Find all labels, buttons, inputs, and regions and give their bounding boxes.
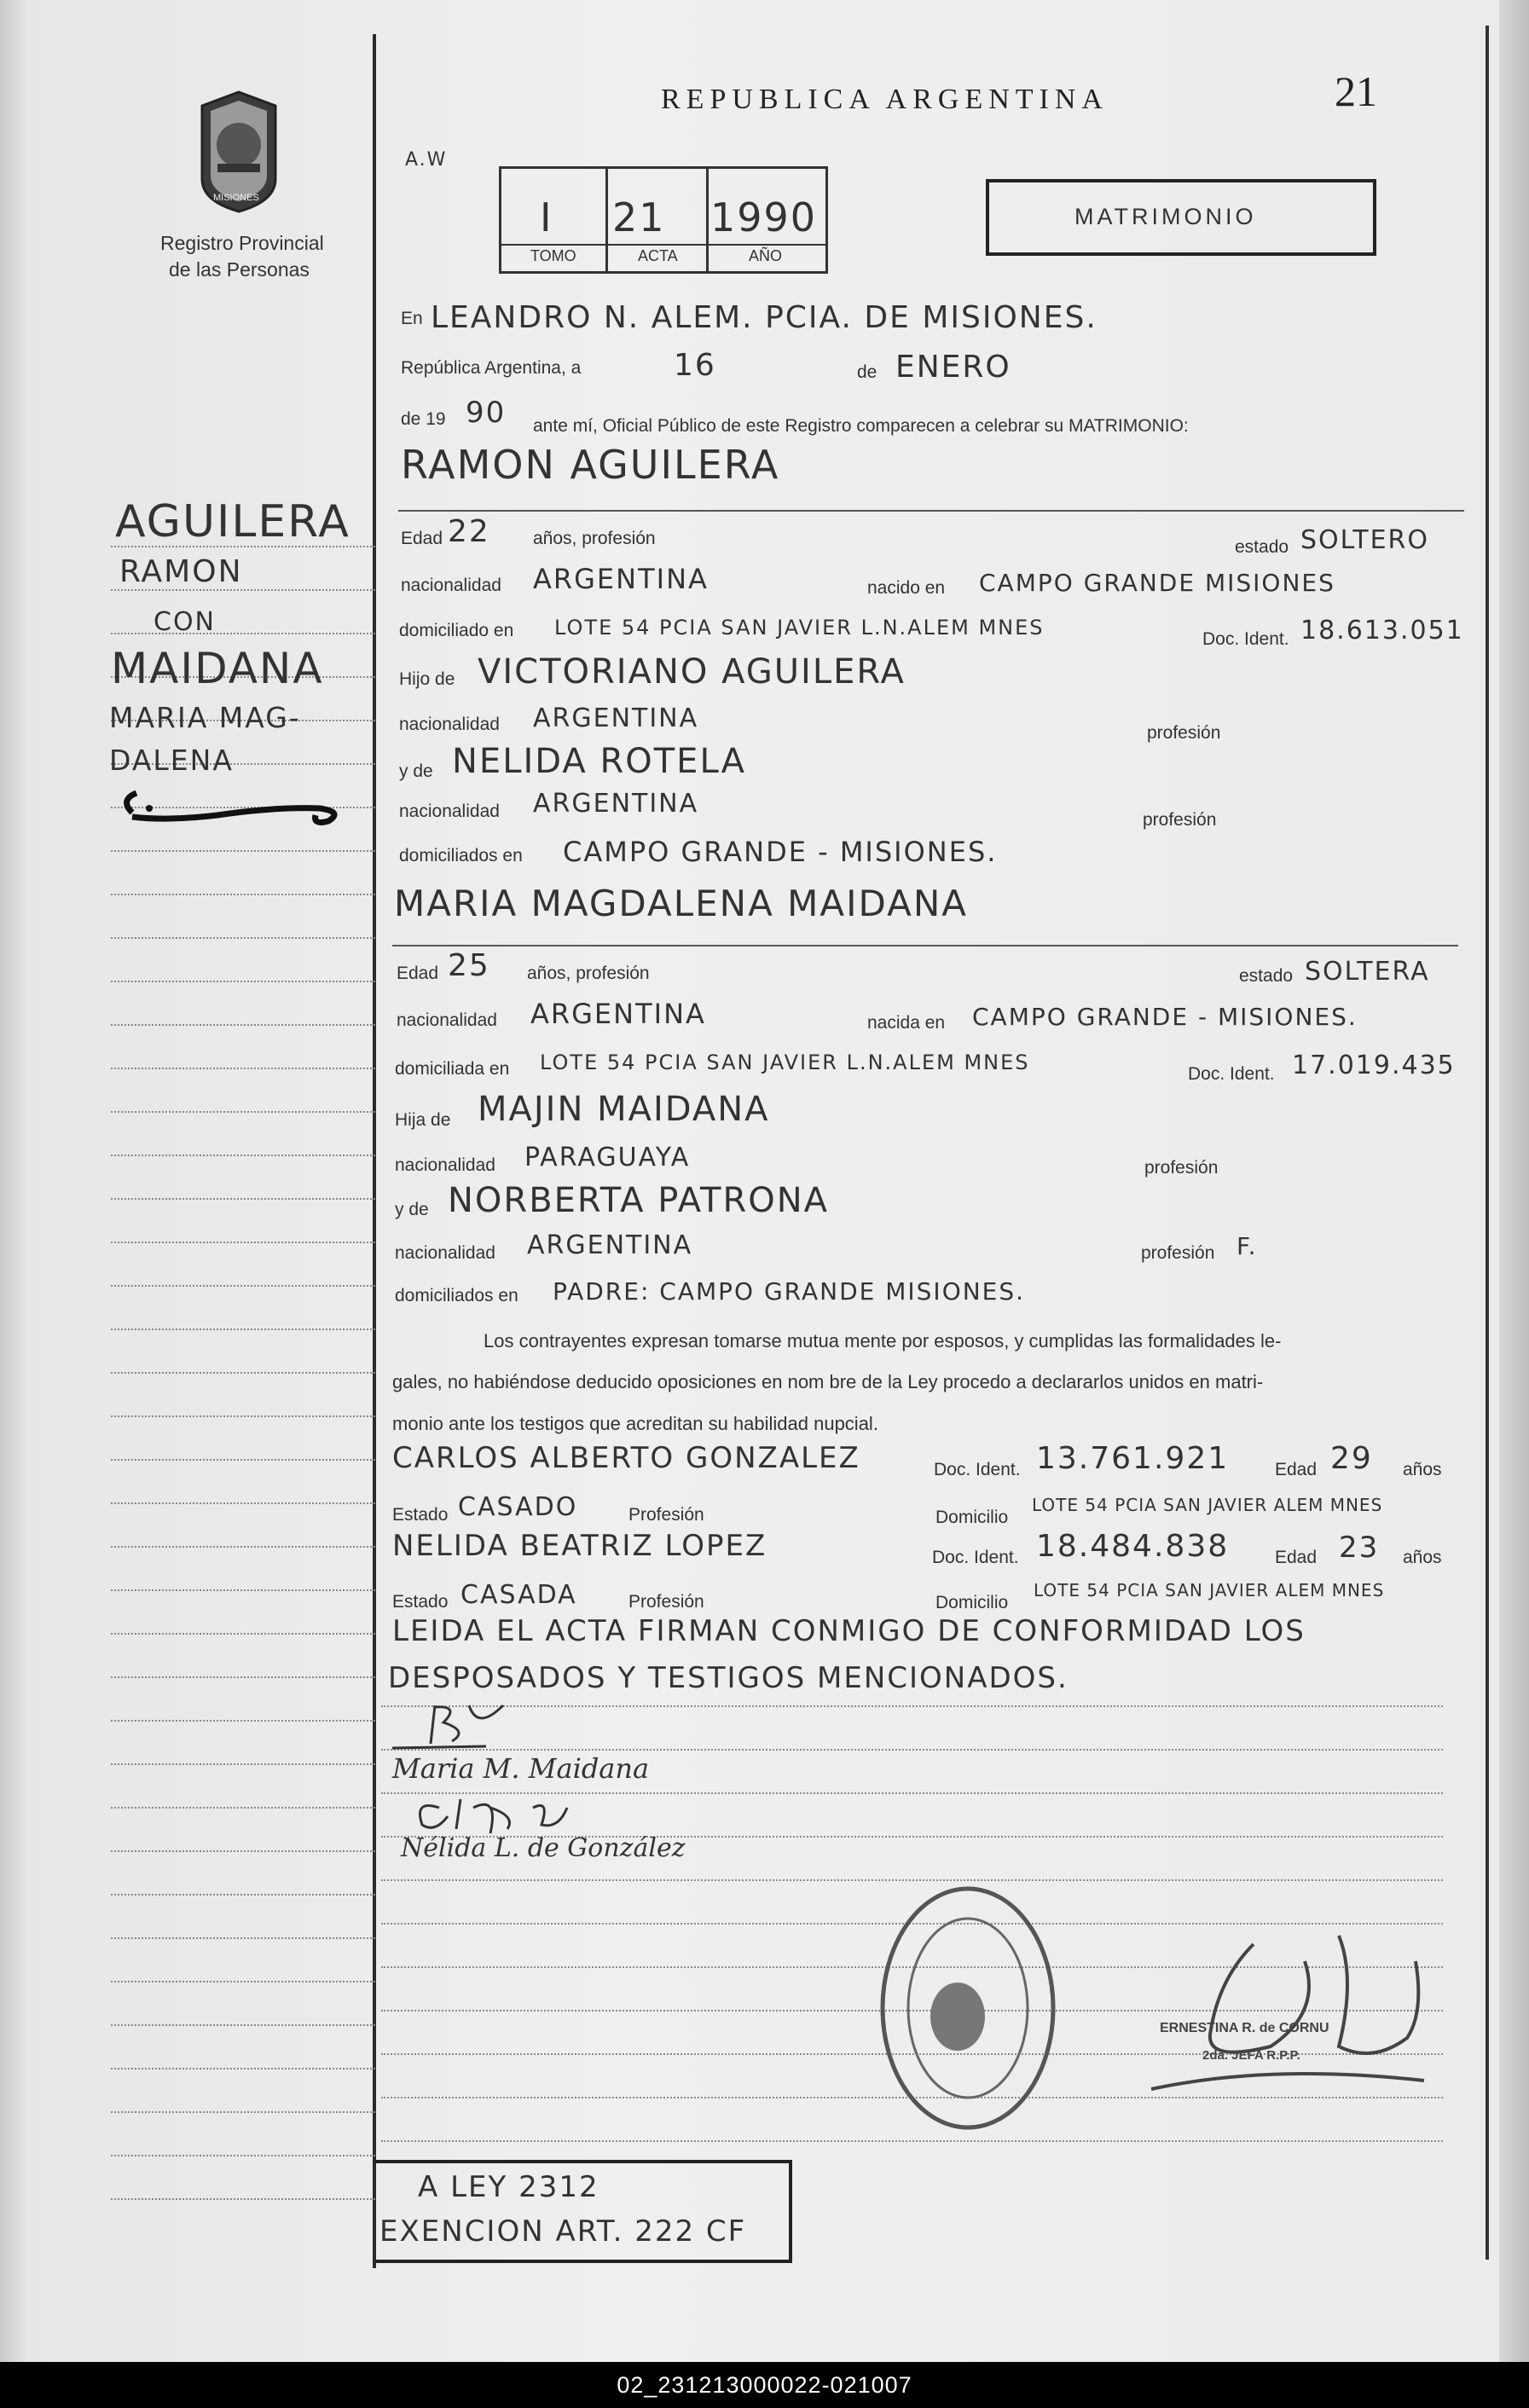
groom-mother-prof-label: profesión [1143,810,1217,830]
day-value: 16 [674,348,716,383]
seal-caption: MISIONES [213,193,259,203]
margin-ruled-line [111,1459,375,1461]
note-line-1: A LEY 2312 [418,2170,599,2204]
signature-witness2: Nélida L. de González [401,1833,686,1863]
groom-yde-label: y de [399,761,433,781]
margin-surname-bride: MAIDANA [111,644,324,693]
groom-profesion-label: años, profesión [533,529,656,548]
margin-ruled-line [111,2068,375,2069]
margin-ruled-line [111,1589,375,1591]
image-id-footer: 02_231213000022-021007 [0,2362,1529,2408]
groom-mother-nac-label: nacionalidad [399,802,500,821]
groom-dom-label: domiciliado en [399,621,514,640]
bride-mother: NORBERTA PATRONA [448,1181,830,1220]
margin-ruled-line [111,1763,375,1765]
section-rule [398,510,1464,512]
margin-ruled-line [111,850,375,852]
opening-statement: ante mí, Oficial Público de este Registro comparecen a celebrar su MATRIMONIO: [533,416,1189,436]
margin-ruled-line [111,894,375,895]
groom-estado-label: estado [1235,537,1289,557]
groom-parents-dom: CAMPO GRANDE - MISIONES. [563,836,998,868]
margin-ruled-line [111,1198,375,1200]
witness2-age: 23 [1339,1531,1380,1565]
body-ruled-line [381,2140,1443,2142]
page-number: 21 [1335,67,1377,115]
groom-mother: NELIDA ROTELA [452,742,747,781]
bride-father-prof-label: profesión [1144,1158,1219,1178]
corner-note: A.W [405,149,448,171]
bride-edad-label: Edad [397,964,439,983]
tomo-label: TOMO [530,247,576,264]
bride-father: MAJIN MAIDANA [478,1090,770,1129]
bride-dom-label: domiciliada en [395,1059,510,1079]
bride-hija-label: Hija de [395,1110,451,1130]
groom-estado: SOLTERO [1300,525,1429,555]
year-prefix: de 19 [401,409,446,429]
margin-name-bride-2: DALENA [109,744,234,777]
margin-ruled-line [111,1415,375,1417]
bride-parents-dom-label: domiciliados en [395,1286,518,1305]
groom-parents-dom-label: domiciliados en [399,846,523,865]
margin-ruled-line [111,1720,375,1722]
bride-mother-nac-label: nacionalidad [395,1243,495,1263]
margin-ruled-line [111,2024,375,2026]
witness2-name: NELIDA BEATRIZ LOPEZ [392,1529,767,1563]
margin-ruled-line [111,1981,375,1983]
page-edge [1499,0,1529,2362]
bride-birthplace: CAMPO GRANDE - MISIONES. [972,1003,1358,1031]
groom-domicilio: LOTE 54 PCIA SAN JAVIER L.N.ALEM MNES [554,616,1045,640]
doc-type-box [986,179,1376,256]
witness1-name: CARLOS ALBERTO GONZALEZ [392,1441,860,1475]
margin-ruled-line [111,1024,375,1026]
closing-line-2: DESPOSADOS Y TESTIGOS MENCIONADOS. [388,1661,1069,1695]
groom-father-nac: ARGENTINA [533,703,699,733]
witness1-domicilio: LOTE 54 PCIA SAN JAVIER ALEM MNES [1032,1495,1383,1515]
margin-name-groom: RAMON [119,554,243,589]
margin-ruled-line [111,2198,375,2200]
declaration-line-2: gales, no habiéndose deducido oposiciones en nom bre de la Ley procedo a declararlos unidos en matri- [392,1371,1264,1392]
tomo-value: I [540,194,553,240]
right-border [1486,26,1489,2260]
groom-nac-label: nacionalidad [401,576,501,595]
groom-father-nac-label: nacionalidad [399,715,500,734]
margin-ruled-line [111,1850,375,1852]
bride-nacionalidad: ARGENTINA [530,998,706,1030]
margin-ruled-line [111,1328,375,1330]
bride-estado-label: estado [1239,966,1294,986]
margin-ruled-line [111,1372,375,1374]
witness2-anios-label: años [1403,1548,1442,1567]
margin-ruled-line [111,981,375,982]
closing-line-1: LEIDA EL ACTA FIRMAN CONMIGO DE CONFORMIDAD LOS [392,1614,1306,1648]
anio-label: AÑO [749,247,783,264]
bride-mother-nac: ARGENTINA [527,1230,693,1260]
note-line-2: EXENCION ART. 222 CF [379,2214,747,2249]
bride-mother-prof-label: profesión [1141,1243,1215,1263]
declaration-line-3: monio ante los testigos que acreditan su habilidad nupcial. [392,1413,878,1434]
margin-ruled-line [111,1633,375,1635]
registry-name-line2: de las Personas [169,258,310,281]
groom-father: VICTORIANO AGUILERA [478,652,906,692]
margin-ruled-line [111,1068,375,1069]
bride-parents-dom: PADRE: CAMPO GRANDE MISIONES. [553,1277,1026,1305]
margin-ruled-line [111,2111,375,2113]
margin-surname-groom: AGUILERA [115,496,350,547]
witness1-estado: CASADO [458,1492,578,1522]
bride-doc-label: Doc. Ident. [1188,1064,1275,1084]
groom-full-name: RAMON AGUILERA [401,442,780,488]
witness1-dom-label: Domicilio [935,1508,1009,1527]
registry-name-line1: Registro Provincial [160,232,324,254]
witness1-prof-label: Profesión [628,1505,704,1525]
witness2-estado: CASADA [460,1580,577,1610]
signature-bride: Maria M. Maidana [392,1752,650,1785]
month-value: ENERO [895,350,1011,385]
groom-nacionalidad: ARGENTINA [533,563,709,595]
country-title: REPUBLICA ARGENTINA [661,84,1109,115]
margin-ruled-line [111,2155,375,2156]
margin-ruled-line [111,1285,375,1287]
margin-ruled-line [111,1111,375,1113]
declaration-line-1: Los contrayentes expresan tomarse mutua mente por esposos, y cumplidas las formalidades le- [484,1330,1282,1352]
bride-domicilio: LOTE 54 PCIA SAN JAVIER L.N.ALEM MNES [540,1051,1030,1074]
witness2-edad-label: Edad [1275,1548,1318,1567]
witness1-doc: 13.761.921 [1036,1441,1230,1476]
doc-type-label: MATRIMONIO [1074,204,1257,229]
witness2-domicilio: LOTE 54 PCIA SAN JAVIER ALEM MNES [1034,1580,1385,1601]
groom-doc-label: Doc. Ident. [1202,629,1289,649]
bride-nac-label: nacionalidad [397,1010,497,1030]
margin-ruled-line [111,1242,375,1243]
groom-edad-label: Edad [401,529,443,548]
republica-label: República Argentina, a [401,358,582,378]
bride-father-nac-label: nacionalidad [395,1155,495,1175]
bride-nacida-label: nacida en [867,1013,946,1033]
margin-ruled-line [111,1894,375,1896]
groom-father-prof-label: profesión [1147,723,1221,743]
groom-doc: 18.613.051 [1300,616,1464,645]
official-name: ERNESTINA R. de CORNU [1160,2021,1329,2035]
bride-age: 25 [448,948,490,983]
witness1-estado-label: Estado [392,1505,449,1525]
margin-divider [373,34,376,2268]
en-label: En [401,309,423,328]
bride-profesion-label: años, profesión [527,964,650,983]
margin-ruled-line [111,1546,375,1548]
margin-ruled-line [111,589,375,591]
margin-ruled-line [111,1676,375,1678]
record-id-box [499,166,828,274]
witness2-estado-label: Estado [392,1592,449,1612]
de-label: de [857,362,877,382]
acta-label: ACTA [638,247,678,264]
groom-age: 22 [448,514,490,549]
groom-birthplace: CAMPO GRANDE MISIONES [979,569,1335,597]
groom-hijo-label: Hijo de [399,669,455,689]
witness2-doc: 18.484.838 [1036,1529,1230,1564]
witness2-dom-label: Domicilio [935,1593,1009,1612]
bride-estado: SOLTERA [1305,957,1430,987]
flourish-mark [115,783,354,838]
margin-ruled-line [111,937,375,939]
groom-nacido-label: nacido en [867,578,946,598]
exemption-note-box [375,2160,792,2263]
bride-yde-label: y de [395,1200,429,1219]
bride-full-name: MARIA MAGDALENA MAIDANA [394,883,969,924]
official-title: 2da. JEFA R.P.P. [1202,2048,1300,2063]
margin-ruled-line [111,1807,375,1809]
margin-ruled-line [111,633,375,634]
witness2-prof-label: Profesión [628,1592,704,1612]
witness1-anios-label: años [1403,1460,1442,1479]
margin-ruled-line [111,1502,375,1504]
margin-ruled-line [111,1937,375,1939]
acta-value: 21 [612,194,666,240]
margin-name-bride-1: MARIA MAG- [109,701,301,734]
witness1-doc-label: Doc. Ident. [934,1460,1021,1479]
margin-ruled-line [111,1155,375,1156]
witness1-edad-label: Edad [1275,1460,1318,1479]
section-rule [392,945,1458,946]
groom-mother-nac: ARGENTINA [533,789,699,819]
bride-doc: 17.019.435 [1292,1051,1456,1080]
bride-father-nac: PARAGUAYA [524,1143,691,1172]
bride-mother-prof: F. [1237,1232,1258,1260]
signature-groom [384,1697,554,1761]
place-value: LEANDRO N. ALEM. PCIA. DE MISIONES. [431,300,1098,335]
year-suffix: 90 [466,396,507,430]
witness2-doc-label: Doc. Ident. [932,1548,1019,1567]
official-signature [1100,1910,1458,2127]
official-stamp-icon [874,1880,1062,2140]
margin-con: CON [153,607,217,637]
witness1-age: 29 [1330,1441,1373,1476]
anio-value: 1990 [710,194,818,240]
